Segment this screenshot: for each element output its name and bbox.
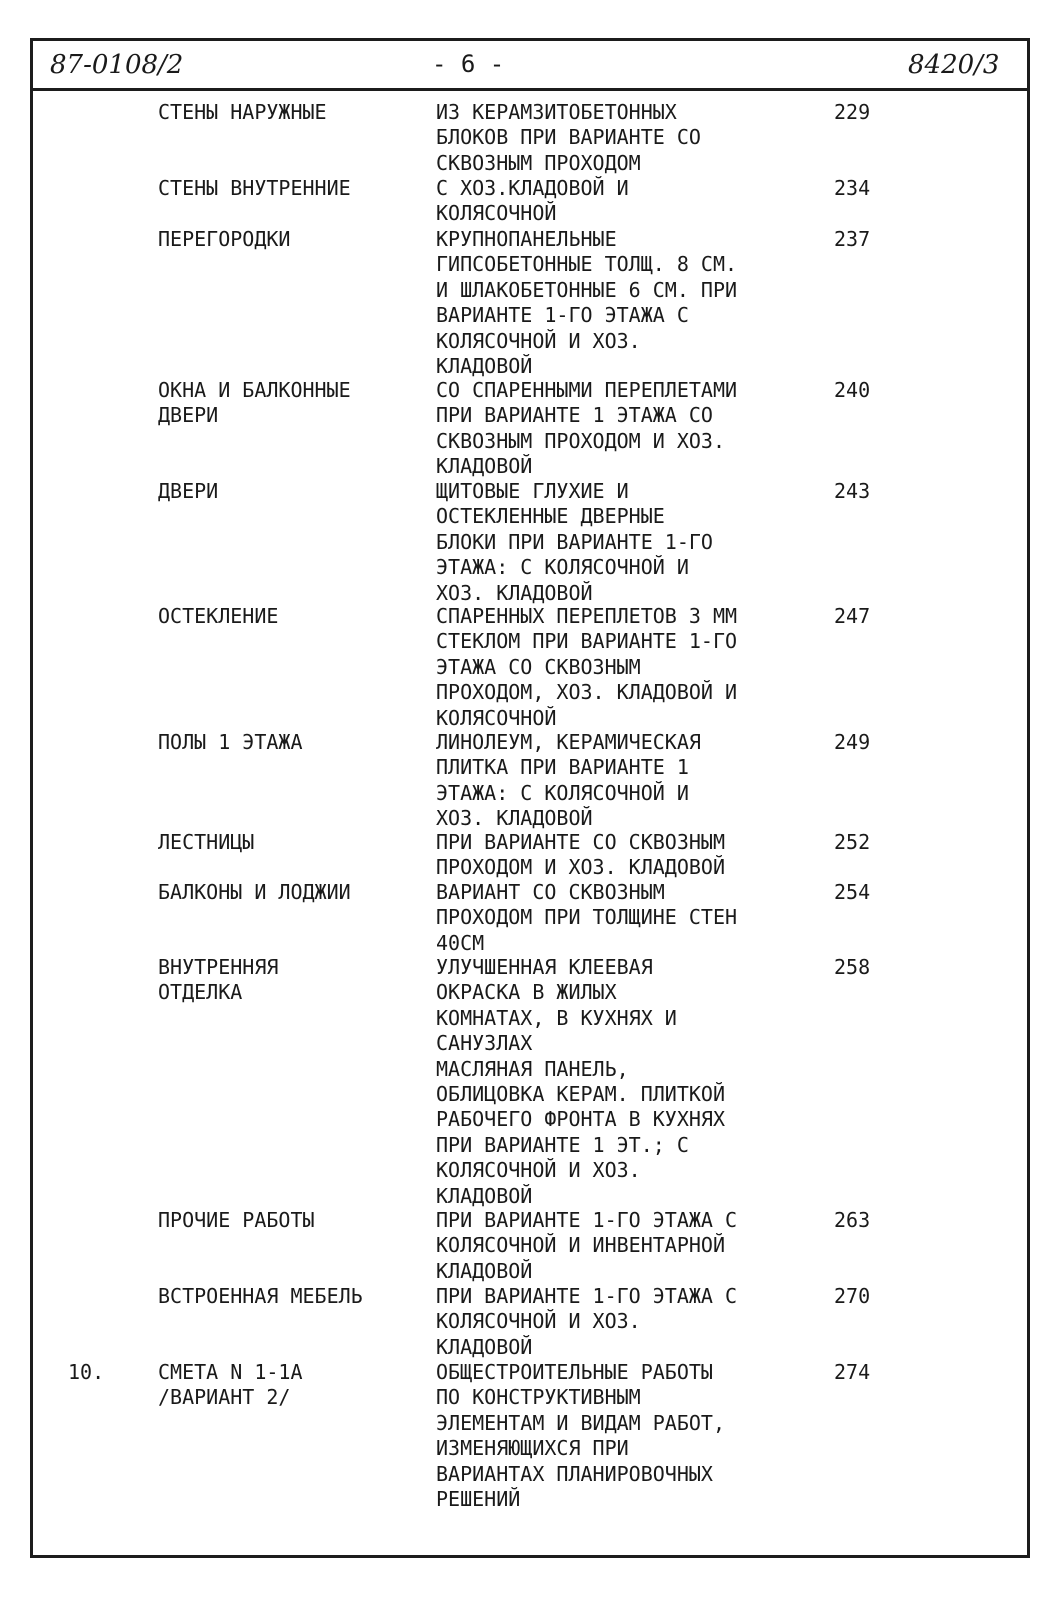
entry-page: 270 bbox=[834, 1284, 871, 1308]
entry-description: ПРИ ВАРИАНТЕ СО СКВОЗНЫМ ПРОХОДОМ И ХОЗ. КЛАДОВОЙ bbox=[436, 830, 725, 880]
header-divider bbox=[30, 88, 1030, 91]
entry-description: ПРИ ВАРИАНТЕ 1-ГО ЭТАЖА С КОЛЯСОЧНОЙ И ИНВЕНТАРНОЙ КЛАДОВОЙ bbox=[436, 1208, 738, 1283]
entry-name: БАЛКОНЫ И ЛОДЖИИ bbox=[158, 880, 351, 904]
entry-description: КРУПНОПАНЕЛЬНЫЕ ГИПСОБЕТОННЫЕ ТОЛЩ. 8 СМ. И ШЛАКОБЕТОННЫЕ 6 СМ. ПРИ ВАРИАНТЕ 1-ГО ЭТАЖА С КОЛЯСОЧНОЙ И ХОЗ. КЛАДОВОЙ bbox=[436, 227, 738, 379]
entry-description: ЩИТОВЫЕ ГЛУХИЕ И ОСТЕКЛЕННЫЕ ДВЕРНЫЕ БЛОКИ ПРИ ВАРИАНТЕ 1-ГО ЭТАЖА: С КОЛЯСОЧНОЙ И ХОЗ. КЛАДОВОЙ bbox=[436, 479, 713, 605]
entry-description: УЛУЧШЕННАЯ КЛЕЕВАЯ ОКРАСКА В ЖИЛЫХ КОМНАТАХ, В КУХНЯХ И САНУЗЛАХ МАСЛЯНАЯ ПАНЕЛЬ, ОБЛИЦОВКА КЕРАМ. ПЛИТКОЙ РАБОЧЕГО ФРОНТА В КУХНЯХ ПРИ ВАРИАНТЕ 1 ЭТ.; С КОЛЯСОЧНОЙ И ХОЗ. КЛАДОВОЙ bbox=[436, 955, 725, 1208]
entry-page: 247 bbox=[834, 604, 871, 628]
entry-name: ПОЛЫ 1 ЭТАЖА bbox=[158, 730, 303, 754]
entry-page: 240 bbox=[834, 378, 871, 402]
entry-name: ОСТЕКЛЕНИЕ bbox=[158, 604, 279, 628]
entry-description: ЛИНОЛЕУМ, КЕРАМИЧЕСКАЯ ПЛИТКА ПРИ ВАРИАНТЕ 1 ЭТАЖА: С КОЛЯСОЧНОЙ И ХОЗ. КЛАДОВОЙ bbox=[436, 730, 701, 831]
document-code: 87-0108/2 bbox=[50, 50, 184, 80]
entry-name: ВСТРОЕННАЯ МЕБЕЛЬ bbox=[158, 1284, 363, 1308]
entry-name: ЛЕСТНИЦЫ bbox=[158, 830, 255, 854]
entry-page: 249 bbox=[834, 730, 871, 754]
entry-name: СМЕТА N 1-1А /ВАРИАНТ 2/ bbox=[158, 1360, 303, 1410]
entry-number: 10. bbox=[68, 1360, 105, 1384]
entry-page: 252 bbox=[834, 830, 871, 854]
entry-description: СПАРЕННЫХ ПЕРЕПЛЕТОВ 3 ММ СТЕКЛОМ ПРИ ВАРИАНТЕ 1-ГО ЭТАЖА СО СКВОЗНЫМ ПРОХОДОМ, ХОЗ. КЛАДОВОЙ И КОЛЯСОЧНОЙ bbox=[436, 604, 738, 730]
entry-description: СО СПАРЕННЫМИ ПЕРЕПЛЕТАМИ ПРИ ВАРИАНТЕ 1 ЭТАЖА СО СКВОЗНЫМ ПРОХОДОМ И ХОЗ. КЛАДОВОЙ bbox=[436, 378, 738, 479]
entry-description: ВАРИАНТ СО СКВОЗНЫМ ПРОХОДОМ ПРИ ТОЛЩИНЕ СТЕН 40СМ bbox=[436, 880, 738, 955]
page-number: - 6 - bbox=[432, 50, 505, 78]
entry-page: 237 bbox=[834, 227, 871, 251]
entry-name: ПЕРЕГОРОДКИ bbox=[158, 227, 291, 251]
entry-name: СТЕНЫ ВНУТРЕННИЕ bbox=[158, 176, 351, 200]
entry-name: ДВЕРИ bbox=[158, 479, 219, 503]
entry-name: ПРОЧИЕ РАБОТЫ bbox=[158, 1208, 315, 1232]
entry-description: С ХОЗ.КЛАДОВОЙ И КОЛЯСОЧНОЙ bbox=[436, 176, 629, 226]
entry-page: 229 bbox=[834, 100, 871, 124]
entry-page: 254 bbox=[834, 880, 871, 904]
entry-page: 274 bbox=[834, 1360, 871, 1384]
entry-description: ПРИ ВАРИАНТЕ 1-ГО ЭТАЖА С КОЛЯСОЧНОЙ И ХОЗ. КЛАДОВОЙ bbox=[436, 1284, 738, 1359]
entry-description: ОБЩЕСТРОИТЕЛЬНЫЕ РАБОТЫ ПО КОНСТРУКТИВНЫМ ЭЛЕМЕНТАМ И ВИДАМ РАБОТ, ИЗМЕНЯЮЩИХСЯ ПРИ ВАРИАНТАХ ПЛАНИРОВОЧНЫХ РЕШЕНИЙ bbox=[436, 1360, 725, 1512]
entry-name: СТЕНЫ НАРУЖНЫЕ bbox=[158, 100, 327, 124]
entry-description: ИЗ КЕРАМЗИТОБЕТОННЫХ БЛОКОВ ПРИ ВАРИАНТЕ СО СКВОЗНЫМ ПРОХОДОМ bbox=[436, 100, 701, 175]
entry-page: 263 bbox=[834, 1208, 871, 1232]
entry-page: 234 bbox=[834, 176, 871, 200]
entry-page: 243 bbox=[834, 479, 871, 503]
sheet-code: 8420/3 bbox=[908, 50, 1000, 80]
entry-name: ОКНА И БАЛКОННЫЕ ДВЕРИ bbox=[158, 378, 351, 428]
entry-name: ВНУТРЕННЯЯ ОТДЕЛКА bbox=[158, 955, 279, 1005]
entry-page: 258 bbox=[834, 955, 871, 979]
